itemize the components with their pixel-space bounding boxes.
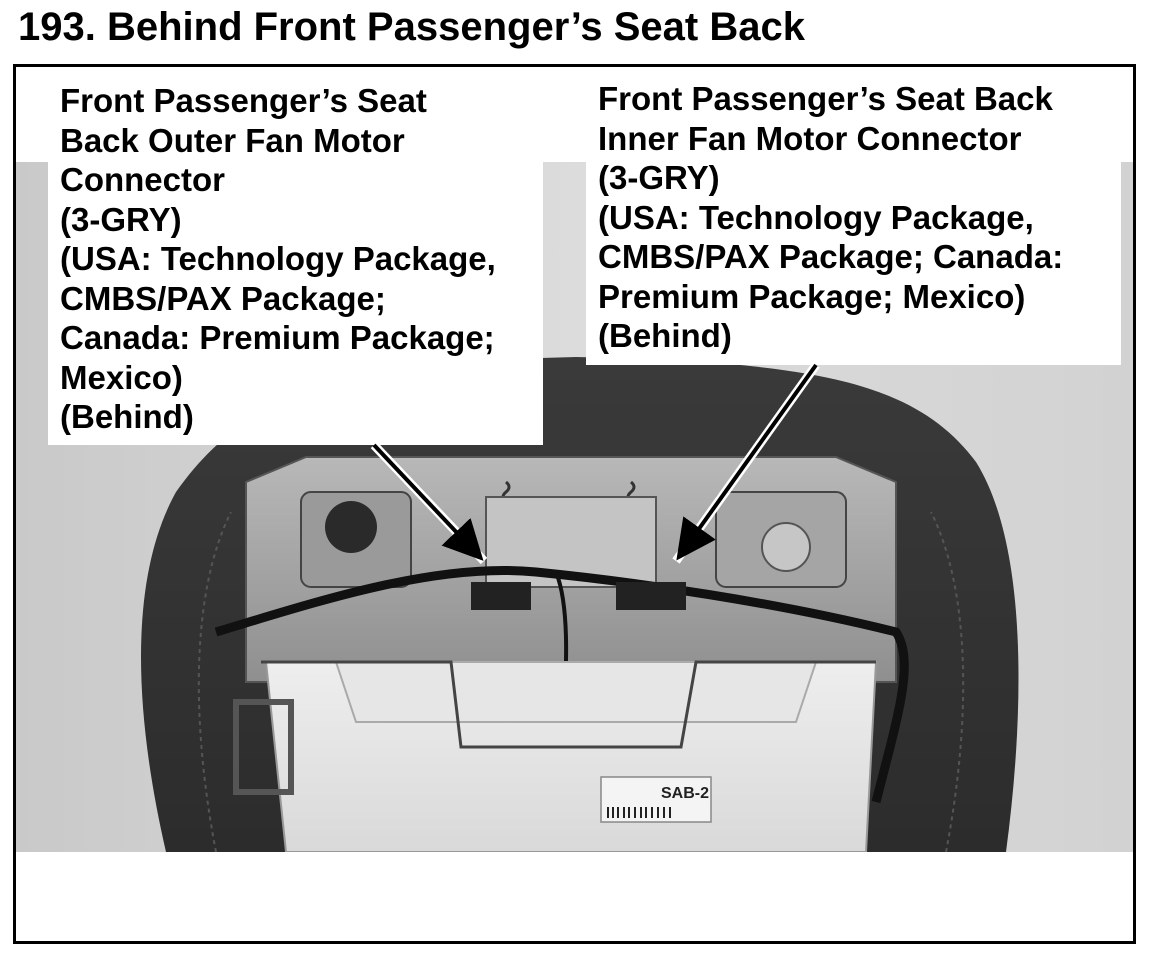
callout-line: Premium Package; Mexico) [598,277,1026,315]
callout-line: (Behind) [60,398,194,435]
callout-line: (USA: Technology Package, [60,240,496,277]
callout-line: CMBS/PAX Package; [60,279,386,317]
callout-line: Canada: Premium Package; [60,319,495,356]
callout-line: Inner Fan Motor Connector [598,119,1022,157]
callout-line: CMBS/PAX Package; Canada: [598,238,1064,275]
callout-line: Connector [60,161,225,198]
label-sticker-text: SAB-2 [661,785,710,802]
callout-line: (USA: Technology Package, [598,198,1034,236]
page-title: 193. Behind Front Passenger’s Seat Back [18,5,805,49]
callout-line: (3-GRY) [60,200,182,238]
callout-inner-fan-motor-connector [586,67,1121,365]
callout-line: Back Outer Fan Motor [60,121,405,159]
figure-frame [13,64,1136,944]
callout-line: (3-GRY) [598,159,720,196]
callout-line: Front Passenger’s Seat Back [598,80,1053,117]
callout-line: Mexico) [60,358,183,396]
callout-line: Front Passenger’s Seat [60,82,427,119]
callout-outer-fan-motor-connector [48,67,543,445]
callout-line: (Behind) [598,317,732,354]
